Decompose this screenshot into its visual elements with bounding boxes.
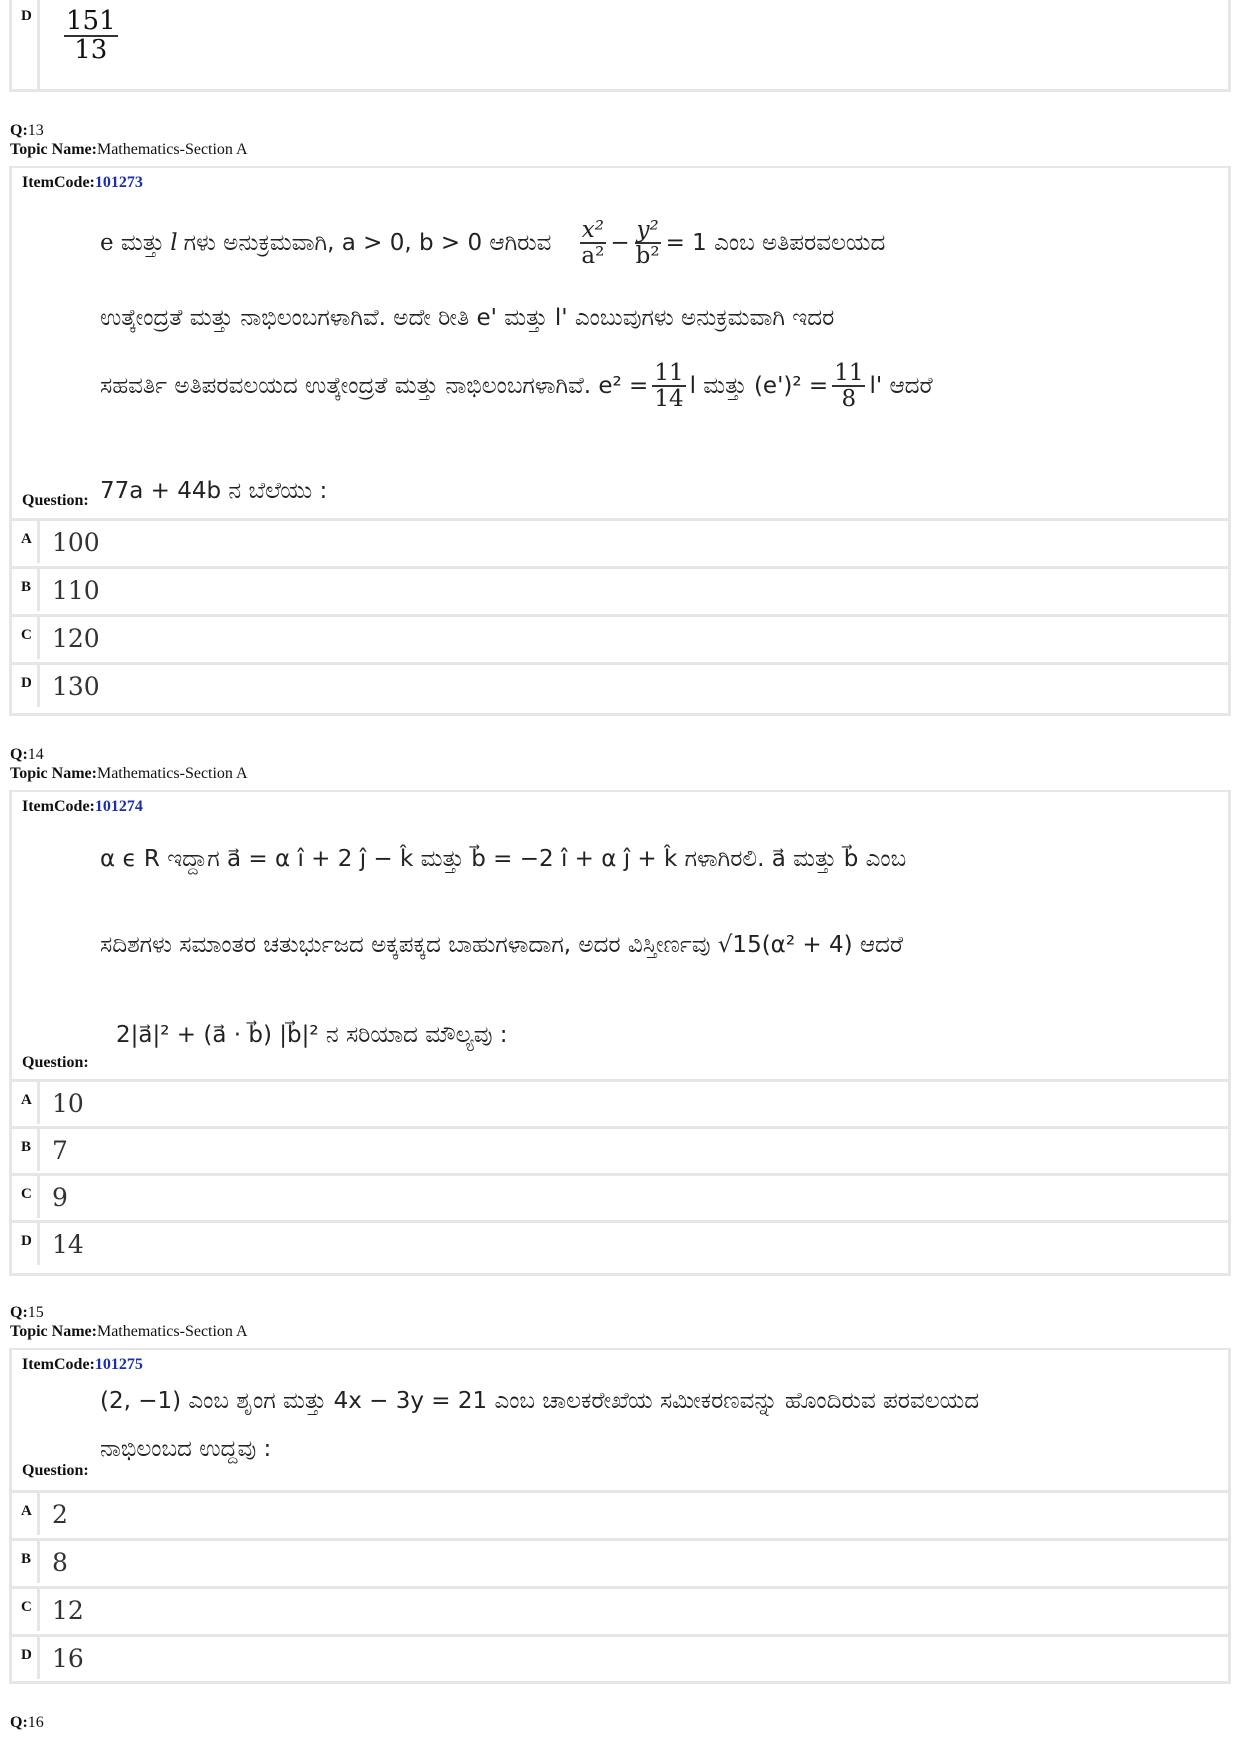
option-letter: B [12,1541,40,1583]
option-value: 7 [52,1136,68,1165]
prev-option-card [9,0,1231,92]
q14-line2: ಸದಿಶಗಳು ಸಮಾಂತರ ಚತುರ್ಭುಜದ ಅಕ್ಕಪಕ್ಕದ ಬಾಹುಗಳಾದಾಗ, ಅದರ ವಿಸ್ತೀರ್ಣವು √15(α² + 4) ಆದರೆ [100,932,903,958]
topic-label: Topic Name: [10,1323,97,1340]
q13-number: 13 [27,122,44,139]
q15-option-a[interactable] [12,1490,1228,1535]
q15-line2: ನಾಭಿಲಂಬದ ಉದ್ದವು : [100,1436,272,1462]
q15-header [10,1303,248,1341]
q13-text-b: l [170,230,178,256]
q-label: Q: [10,1304,28,1321]
itemcode-label: ItemCode: [22,174,95,191]
q16-header [10,1713,44,1732]
q13-line3 [100,358,1218,414]
q15-topic: Mathematics-Section A [96,1323,248,1340]
q13-frac3-num: 11 [654,359,684,386]
option-value: 8 [52,1548,68,1577]
q13-text-d: = 1 ಎಂಬ ಅತಿಪರವಲಯದ [665,230,886,256]
option-value: 130 [52,672,100,701]
q14-itemcode: 101274 [94,798,143,815]
q14-topic: Mathematics-Section A [96,765,248,782]
q15-itemcode: 101275 [94,1356,143,1373]
q13-frac4-num: 11 [834,359,864,386]
option-letter: D [12,1637,40,1679]
q15-option-b[interactable] [12,1538,1228,1583]
option-value: 14 [52,1230,84,1259]
q13-frac1-num: x² [581,216,604,243]
q-label: Q: [10,122,28,139]
q-label: Q: [10,1714,28,1731]
q13-frac3-den: 14 [654,386,684,412]
prev-frac-denominator: 13 [74,35,108,66]
itemcode-label: ItemCode: [22,798,95,815]
q14-header [10,745,248,783]
option-letter: A [12,521,40,563]
q13-card [9,166,1231,716]
q13-line3b: l ಮತ್ತು (e')² = [689,373,829,399]
q13-line4: 77a + 44b ನ ಬೆಲೆಯು : [100,478,328,504]
q13-frac2-num: y² [636,216,659,243]
question-label: Question: [22,1462,89,1479]
q15-option-c[interactable] [12,1586,1228,1631]
topic-label: Topic Name: [10,765,97,782]
q14-itemcode-row [22,798,143,816]
q13-option-c[interactable] [12,614,1228,659]
option-letter: A [12,1082,40,1124]
option-letter: B [12,569,40,611]
q15-number: 15 [27,1304,44,1321]
itemcode-label: ItemCode: [22,1356,95,1373]
q13-option-b[interactable] [12,566,1228,611]
prev-option-fraction [60,8,122,65]
option-letter: D [12,665,40,707]
q13-itemcode-row [22,174,143,192]
q13-line3a: ಸಹವರ್ತಿ ಅತಿಪರವಲಯದ ಉತ್ಕೇಂದ್ರತೆ ಮತ್ತು ನಾಭಿಲಂಬಗಳಾಗಿವೆ. e² = [100,373,649,399]
option-letter: D [12,1223,40,1265]
q13-topic: Mathematics-Section A [96,141,248,158]
q13-frac2-den: b² [635,243,660,269]
q14-card [9,790,1231,1276]
option-value: 2 [52,1500,68,1529]
option-value: 9 [52,1183,68,1212]
q15-line1: (2, −1) ಎಂಬ ಶೃಂಗ ಮತ್ತು 4x − 3y = 21 ಎಂಬ ಚಾಲಕರೇಖೆಯ ಸಮೀಕರಣವನ್ನು ಹೊಂದಿರುವ ಪರವಲಯದ [100,1388,980,1414]
option-letter: C [12,617,40,659]
q13-text-c: ಗಳು ಅನುಕ್ರಮವಾಗಿ, a > 0, b > 0 ಆಗಿರುವ [183,230,552,256]
q-label: Q: [10,746,28,763]
option-value: 120 [52,624,100,653]
q14-option-d[interactable] [12,1220,1228,1265]
q13-frac4-den: 8 [841,386,857,412]
q13-option-a[interactable] [12,518,1228,563]
option-value: 16 [52,1644,84,1673]
q14-line3: 2|a⃗|² + (a⃗ · b⃗) |b⃗|² ನ ಸರಿಯಾದ ಮೌಲ್ಯವು : [116,1022,508,1048]
q14-option-a[interactable] [12,1079,1228,1124]
q14-option-c[interactable] [12,1173,1228,1218]
option-letter: C [12,1589,40,1631]
option-value: 110 [52,576,100,605]
option-letter: B [12,1129,40,1171]
q15-option-d[interactable] [12,1634,1228,1679]
q16-number: 16 [27,1714,44,1731]
question-label: Question: [22,492,89,509]
q15-card [9,1348,1231,1684]
option-letter: A [12,1493,40,1535]
question-label: Question: [22,1054,89,1071]
prev-frac-numerator: 151 [66,6,116,36]
q13-header [10,121,248,159]
q14-option-b[interactable] [12,1126,1228,1171]
topic-label: Topic Name: [10,141,97,158]
option-value: 10 [52,1089,84,1118]
q13-text-a: e ಮತ್ತು [100,230,165,256]
q13-line1 [100,215,1218,271]
q14-number: 14 [27,746,44,763]
q13-minus: − [610,230,630,256]
q13-itemcode: 101273 [94,174,143,191]
q13-option-d[interactable] [12,662,1228,707]
prev-option-letter: D [12,0,40,89]
option-value: 12 [52,1596,84,1625]
q14-line1: α ϵ R ಇದ್ದಾಗ a⃗ = α î + 2 ĵ − k̂ ಮತ್ತು b⃗ = −2 î + α ĵ + k̂ ಗಳಾಗಿರಲಿ. a⃗ ಮತ್ತು b⃗ ಎಂಬ [100,846,907,872]
q15-itemcode-row [22,1356,143,1374]
q13-line3c: l' ಆದರೆ [869,373,933,399]
option-value: 100 [52,528,100,557]
q13-frac1-den: a² [581,243,605,269]
option-letter: C [12,1176,40,1218]
q13-line2: ಉತ್ಕೇಂದ್ರತೆ ಮತ್ತು ನಾಭಿಲಂಬಗಳಾಗಿವೆ. ಅದೇ ರೀತಿ e' ಮತ್ತು l' ಎಂಬುವುಗಳು ಅನುಕ್ರಮವಾಗಿ ಇದರ [100,305,835,331]
